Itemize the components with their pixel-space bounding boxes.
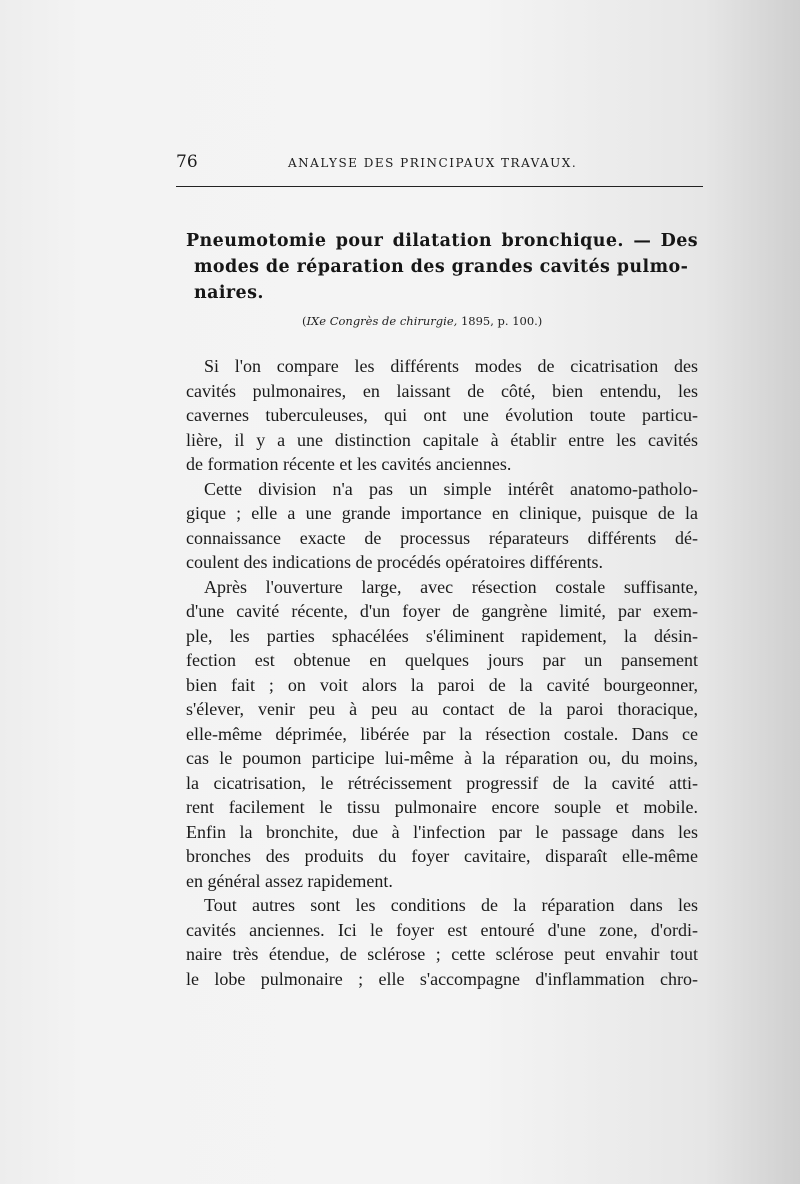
article-title	[186, 228, 698, 306]
text-line: de formation récente et les cavités anciennes.	[186, 454, 512, 474]
citation-open: (	[302, 314, 307, 328]
text-line: connaissance exacte de processus réparateurs différents dé-	[186, 527, 698, 548]
text-line: lière, il y a une distinction capitale à établir entre les cavités	[186, 429, 698, 450]
body-text	[186, 354, 698, 991]
text-line: Cette division n'a pas un simple intérêt anatomo-patholo-	[204, 478, 698, 499]
text-line: gique ; elle a une grande importance en clinique, puisque de la	[186, 503, 698, 523]
text-line: Après l'ouverture large, avec résection costale suffisante,	[204, 576, 698, 597]
paragraph	[186, 575, 698, 894]
paragraph	[186, 354, 698, 477]
paragraph	[186, 477, 698, 575]
title-line: modes de réparation des grandes cavités pulmo-	[194, 257, 689, 277]
text-line: d'une cavité récente, d'un foyer de gangrène limité, par exem-	[186, 601, 698, 621]
text-line: en général assez rapidement.	[186, 870, 393, 891]
text-line: le lobe pulmonaire ; elle s'accompagne d'inflammation chro-	[186, 968, 698, 989]
text-line: bronches des produits du foyer cavitaire, disparaît elle-même	[186, 846, 698, 866]
running-title: ANALYSE DES PRINCIPAUX TRAVAUX.	[288, 156, 578, 170]
text-line: cavités pulmonaires, en laissant de côté, bien entendu, les	[186, 380, 698, 401]
text-line: rent facilement le tissu pulmonaire encore souple et mobile.	[186, 797, 698, 817]
header-rule	[176, 186, 703, 187]
text-line: cas le poumon participe lui-même à la réparation ou, du moins,	[186, 748, 698, 768]
text-line: naire très étendue, de sclérose ; cette sclérose peut envahir tout	[186, 944, 698, 964]
text-line: elle-même déprimée, libérée par la résection costale. Dans ce	[186, 723, 698, 744]
text-line: cavités anciennes. Ici le foyer est entouré d'une zone, d'ordi-	[186, 919, 698, 940]
text-line: la cicatrisation, le rétrécissement progressif de la cavité atti-	[186, 772, 698, 793]
text-line: s'élever, venir peu à peu au contact de la paroi thoracique,	[186, 699, 698, 719]
paragraph	[186, 893, 698, 991]
citation-source: IXe Congrès de chirurgie,	[306, 314, 458, 328]
title-line: Pneumotomie pour dilatation bronchique. — Des	[186, 231, 698, 251]
text-line: Si l'on compare les différents modes de cicatrisation des	[204, 356, 698, 376]
page-number: 76	[176, 152, 198, 172]
text-line: Tout autres sont les conditions de la réparation dans les	[204, 895, 698, 915]
text-line: bien fait ; on voit alors la paroi de la cavité bourgeonner,	[186, 674, 698, 695]
citation-details: 1895, p. 100.)	[457, 314, 543, 328]
citation	[302, 314, 542, 328]
text-line: coulent des indications de procédés opératoires différents.	[186, 552, 604, 572]
text-line: fection est obtenue en quelques jours par un pansement	[186, 650, 698, 670]
text-line: ple, les parties sphacélées s'éliminent rapidement, la désin-	[186, 625, 698, 646]
text-line: cavernes tuberculeuses, qui ont une évolution toute particu-	[186, 405, 698, 425]
title-line: naires.	[194, 283, 264, 303]
text-line: Enfin la bronchite, due à l'infection par le passage dans les	[186, 821, 698, 842]
